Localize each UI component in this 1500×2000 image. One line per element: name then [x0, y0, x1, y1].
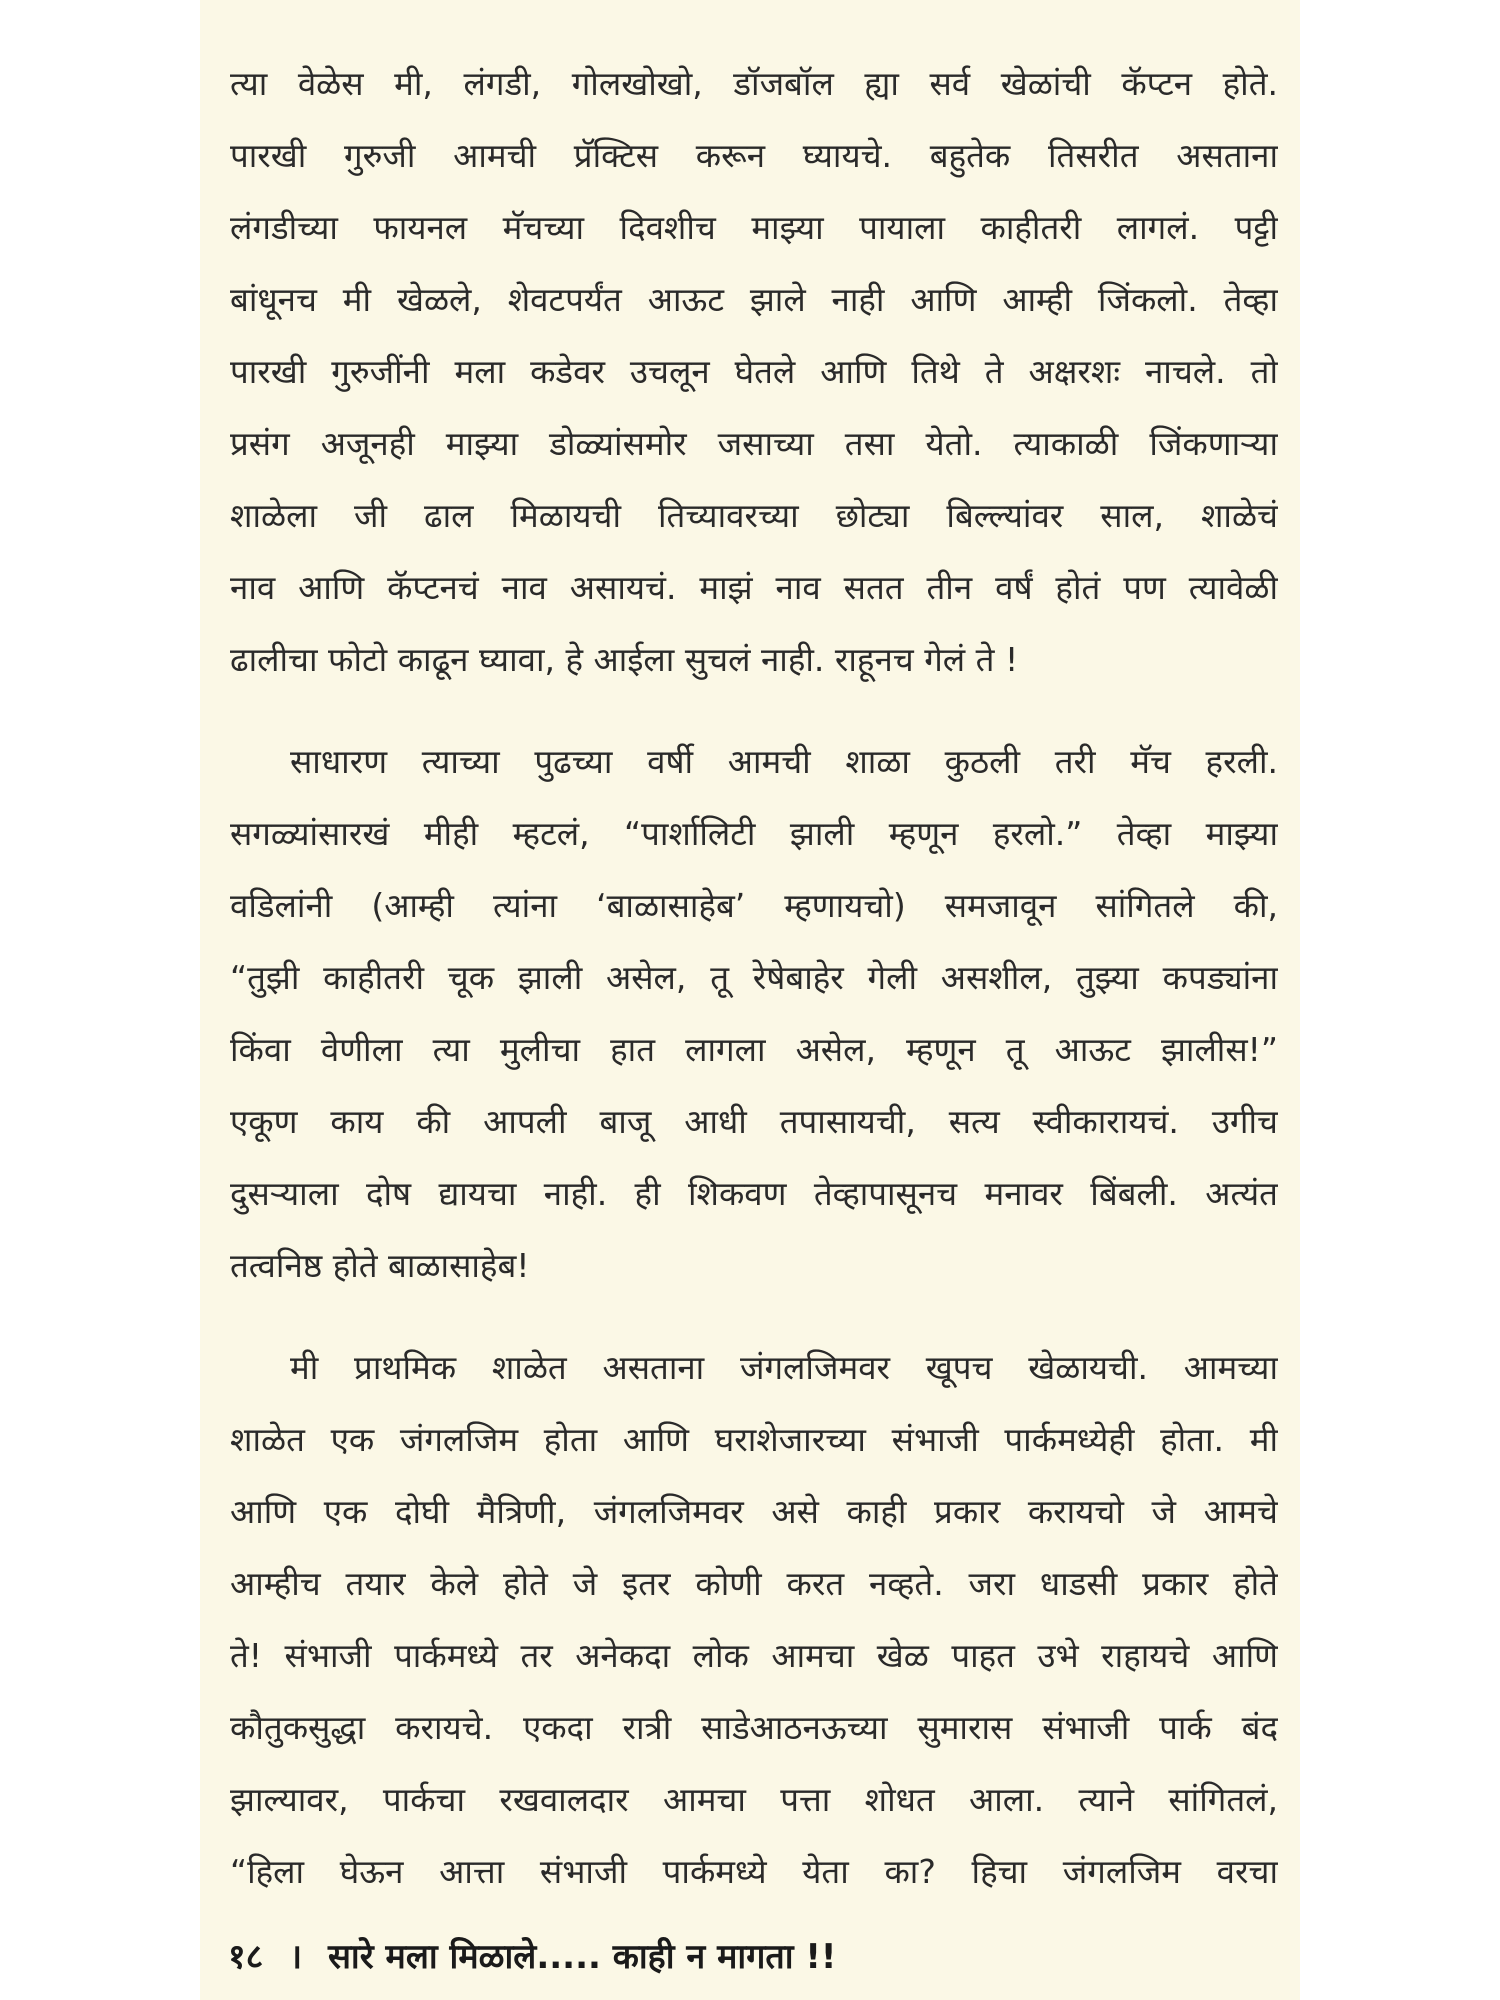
text-line: झाल्यावर, पार्कचा रखवालदार आमचा पत्ता शोधत आला. त्याने सांगितलं,: [230, 1780, 1278, 1819]
text-line: नाव आणि कॅप्टनचं नाव असायचं. माझं नाव सतत तीन वर्षं होतं पण त्यावेळी: [230, 568, 1278, 607]
text-line: त्या वेळेस मी, लंगडी, गोलखोखो, डॉजबॉल ह्या सर्व खेळांची कॅप्टन होते.: [230, 64, 1278, 103]
text-line: कौतुकसुद्धा करायचे. एकदा रात्री साडेआठनऊच्या सुमारास संभाजी पार्क बंद: [230, 1708, 1278, 1747]
text-line: तत्वनिष्ठ होते बाळासाहेब!: [230, 1246, 530, 1285]
text-line: पारखी गुरुजी आमची प्रॅक्टिस करून घ्यायचे. बहुतेक तिसरीत असताना: [230, 136, 1278, 175]
text-line: प्रसंग अजूनही माझ्या डोळ्यांसमोर जसाच्या तसा येतो. त्याकाळी जिंकणाऱ्या: [230, 424, 1278, 463]
text-line: ते! संभाजी पार्कमध्ये तर अनेकदा लोक आमचा खेळ पाहत उभे राहायचे आणि: [230, 1636, 1278, 1675]
page-footer: [228, 1932, 836, 1978]
text-line: दुसऱ्याला दोष द्यायचा नाही. ही शिकवण तेव्हापासूनच मनावर बिंबली. अत्यंत: [230, 1174, 1278, 1213]
text-line: बांधूनच मी खेळले, शेवटपर्यंत आऊट झाले नाही आणि आम्ही जिंकलो. तेव्हा: [230, 280, 1278, 319]
footer-separator: ।: [289, 1937, 303, 1977]
text-line: लंगडीच्या फायनल मॅचच्या दिवशीच माझ्या पायाला काहीतरी लागलं. पट्टी: [230, 208, 1278, 247]
text-line: साधारण त्याच्या पुढच्या वर्षी आमची शाळा कुठली तरी मॅच हरली.: [290, 742, 1278, 781]
text-line: आम्हीच तयार केले होते जे इतर कोणी करत नव्हते. जरा धाडसी प्रकार होते: [230, 1564, 1278, 1603]
text-line: शाळेला जी ढाल मिळायची तिच्यावरच्या छोट्या बिल्ल्यांवर साल, शाळेचं: [230, 496, 1278, 535]
page-number: १८: [228, 1937, 264, 1977]
body-text: [230, 48, 1278, 1908]
text-line: वडिलांनी (आम्ही त्यांना ‘बाळासाहेब’ म्हणायचो) समजावून सांगितले की,: [230, 886, 1278, 925]
text-line: एकूण काय की आपली बाजू आधी तपासायची, सत्य स्वीकारायचं. उगीच: [230, 1102, 1278, 1141]
text-line: शाळेत एक जंगलजिम होता आणि घराशेजारच्या संभाजी पार्कमध्येही होता. मी: [230, 1420, 1278, 1459]
text-line: ढालीचा फोटो काढून घ्यावा, हे आईला सुचलं नाही. राहूनच गेलं ते !: [230, 640, 1019, 679]
text-line: मी प्राथमिक शाळेत असताना जंगलजिमवर खूपच खेळायची. आमच्या: [290, 1348, 1278, 1387]
book-page: [200, 0, 1300, 2000]
text-line: “हिला घेऊन आत्ता संभाजी पार्कमध्ये येता का? हिचा जंगलजिम वरचा: [230, 1852, 1278, 1891]
paragraph-2: [230, 726, 1278, 1302]
text-line: पारखी गुरुजींनी मला कडेवर उचलून घेतले आणि तिथे ते अक्षरशः नाचले. तो: [230, 352, 1278, 391]
text-line: किंवा वेणीला त्या मुलीचा हात लागला असेल, म्हणून तू आऊट झालीस!”: [230, 1030, 1278, 1069]
text-line: आणि एक दोघी मैत्रिणी, जंगलजिमवर असे काही प्रकार करायचो जे आमचे: [230, 1492, 1278, 1531]
text-line: सगळ्यांसारखं मीही म्हटलं, “पार्शालिटी झाली म्हणून हरलो.” तेव्हा माझ्या: [230, 814, 1278, 853]
book-title: सारे मला मिळाले..... काही न मागता !!: [327, 1937, 837, 1977]
paragraph-1: [230, 48, 1278, 696]
text-line: “तुझी काहीतरी चूक झाली असेल, तू रेषेबाहेर गेली असशील, तुझ्या कपड्यांना: [230, 958, 1278, 997]
paragraph-3: [230, 1332, 1278, 1908]
